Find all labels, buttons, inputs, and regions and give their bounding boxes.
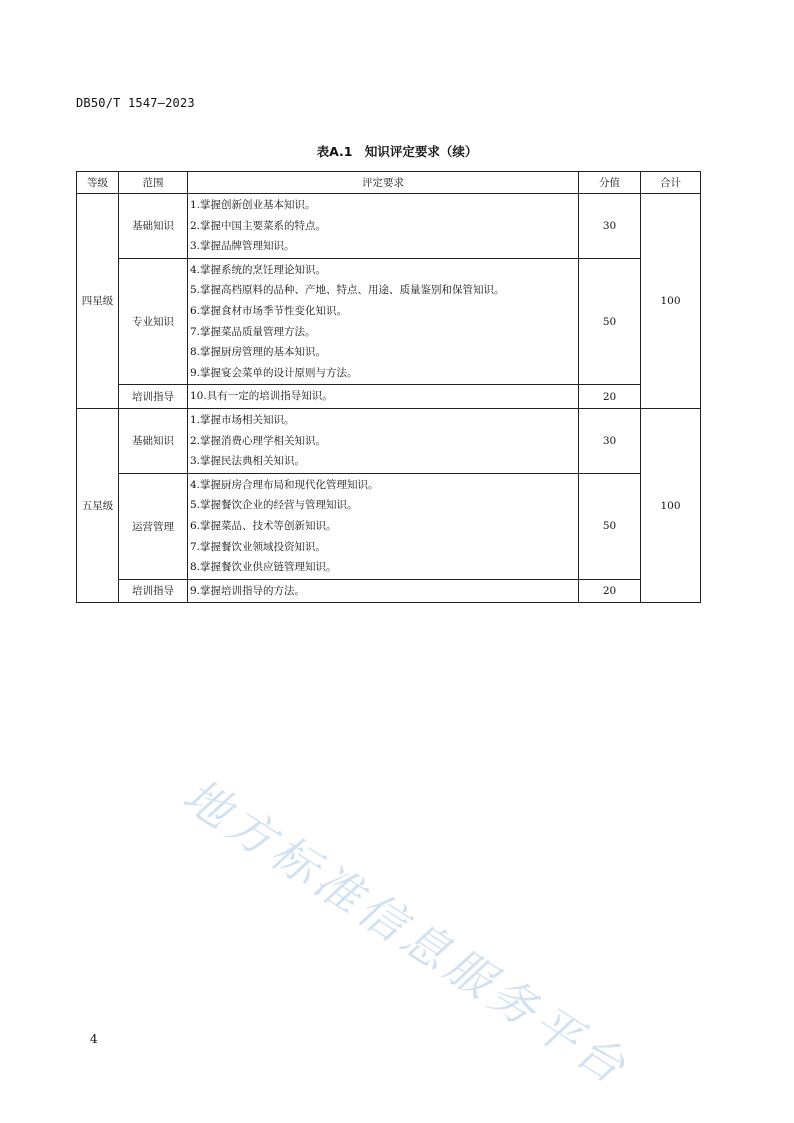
requirements-cell bbox=[188, 473, 579, 579]
requirement-item: 1.掌握市场相关知识。 bbox=[190, 413, 295, 426]
table-title: 表A.1 知识评定要求（续） bbox=[316, 144, 478, 159]
requirements-cell bbox=[188, 579, 579, 603]
level-cell: 五星级 bbox=[77, 408, 119, 602]
requirement-item: 10.具有一定的培训指导知识。 bbox=[190, 390, 333, 403]
requirement-item: 7.掌握菜品质量管理方法。 bbox=[190, 325, 316, 338]
requirement-item: 6.掌握菜品、技术等创新知识。 bbox=[190, 519, 337, 532]
requirement-item: 3.掌握品牌管理知识。 bbox=[190, 240, 295, 253]
requirement-item: 2.掌握消费心理学相关知识。 bbox=[190, 434, 327, 447]
requirement-item: 8.掌握餐饮业供应链管理知识。 bbox=[190, 561, 337, 574]
requirement-item: 4.掌握系统的烹饪理论知识。 bbox=[190, 263, 327, 276]
score-cell: 20 bbox=[579, 579, 641, 603]
document-id: DB50/T 1547—2023 bbox=[76, 96, 195, 110]
total-cell: 100 bbox=[641, 408, 701, 602]
score-cell: 50 bbox=[579, 473, 641, 579]
requirements-cell bbox=[188, 194, 579, 259]
table-row bbox=[77, 194, 701, 259]
requirement-item: 3.掌握民法典相关知识。 bbox=[190, 455, 306, 468]
table-row bbox=[77, 473, 701, 579]
score-cell: 30 bbox=[579, 408, 641, 473]
scope-cell: 培训指导 bbox=[119, 385, 188, 409]
score-cell: 50 bbox=[579, 258, 641, 385]
score-cell: 20 bbox=[579, 385, 641, 409]
requirement-item: 2.掌握中国主要菜系的特点。 bbox=[190, 219, 327, 232]
requirement-item: 9.掌握宴会菜单的设计原则与方法。 bbox=[190, 366, 358, 379]
scope-cell: 基础知识 bbox=[119, 194, 188, 259]
column-header-score: 分值 bbox=[579, 172, 641, 194]
requirement-item: 4.掌握厨房合理布局和现代化管理知识。 bbox=[190, 478, 379, 491]
page-number: 4 bbox=[90, 1032, 98, 1046]
table-row bbox=[77, 408, 701, 473]
requirements-table bbox=[76, 171, 701, 603]
scope-cell: 专业知识 bbox=[119, 258, 188, 385]
watermark: 地方标准信息服务平台 bbox=[173, 767, 640, 1097]
requirement-item: 8.掌握厨房管理的基本知识。 bbox=[190, 346, 327, 359]
requirement-item: 1.掌握创新创业基本知识。 bbox=[190, 199, 316, 211]
column-header-total: 合计 bbox=[641, 172, 701, 194]
column-header-requirements: 评定要求 bbox=[188, 172, 579, 194]
requirement-item: 7.掌握餐饮业领域投资知识。 bbox=[190, 540, 327, 553]
requirements-cell bbox=[188, 408, 579, 473]
requirement-item: 5.掌握餐饮企业的经营与管理知识。 bbox=[190, 499, 358, 512]
table-row bbox=[77, 258, 701, 385]
total-cell: 100 bbox=[641, 194, 701, 409]
requirements-cell bbox=[188, 258, 579, 385]
scope-cell: 基础知识 bbox=[119, 408, 188, 473]
table-row bbox=[77, 385, 701, 409]
column-header-level: 等级 bbox=[77, 172, 119, 194]
table-row bbox=[77, 579, 701, 603]
requirement-item: 9.掌握培训指导的方法。 bbox=[190, 584, 306, 597]
column-header-scope: 范围 bbox=[119, 172, 188, 194]
requirement-item: 5.掌握高档原料的品种、产地、特点、用途、质量鉴别和保管知识。 bbox=[190, 284, 505, 297]
table-header-row bbox=[77, 172, 701, 194]
scope-cell: 培训指导 bbox=[119, 579, 188, 603]
requirement-item: 6.掌握食材市场季节性变化知识。 bbox=[190, 304, 348, 317]
level-cell: 四星级 bbox=[77, 194, 119, 409]
scope-cell: 运营管理 bbox=[119, 473, 188, 579]
score-cell: 30 bbox=[579, 194, 641, 259]
requirements-cell bbox=[188, 385, 579, 409]
